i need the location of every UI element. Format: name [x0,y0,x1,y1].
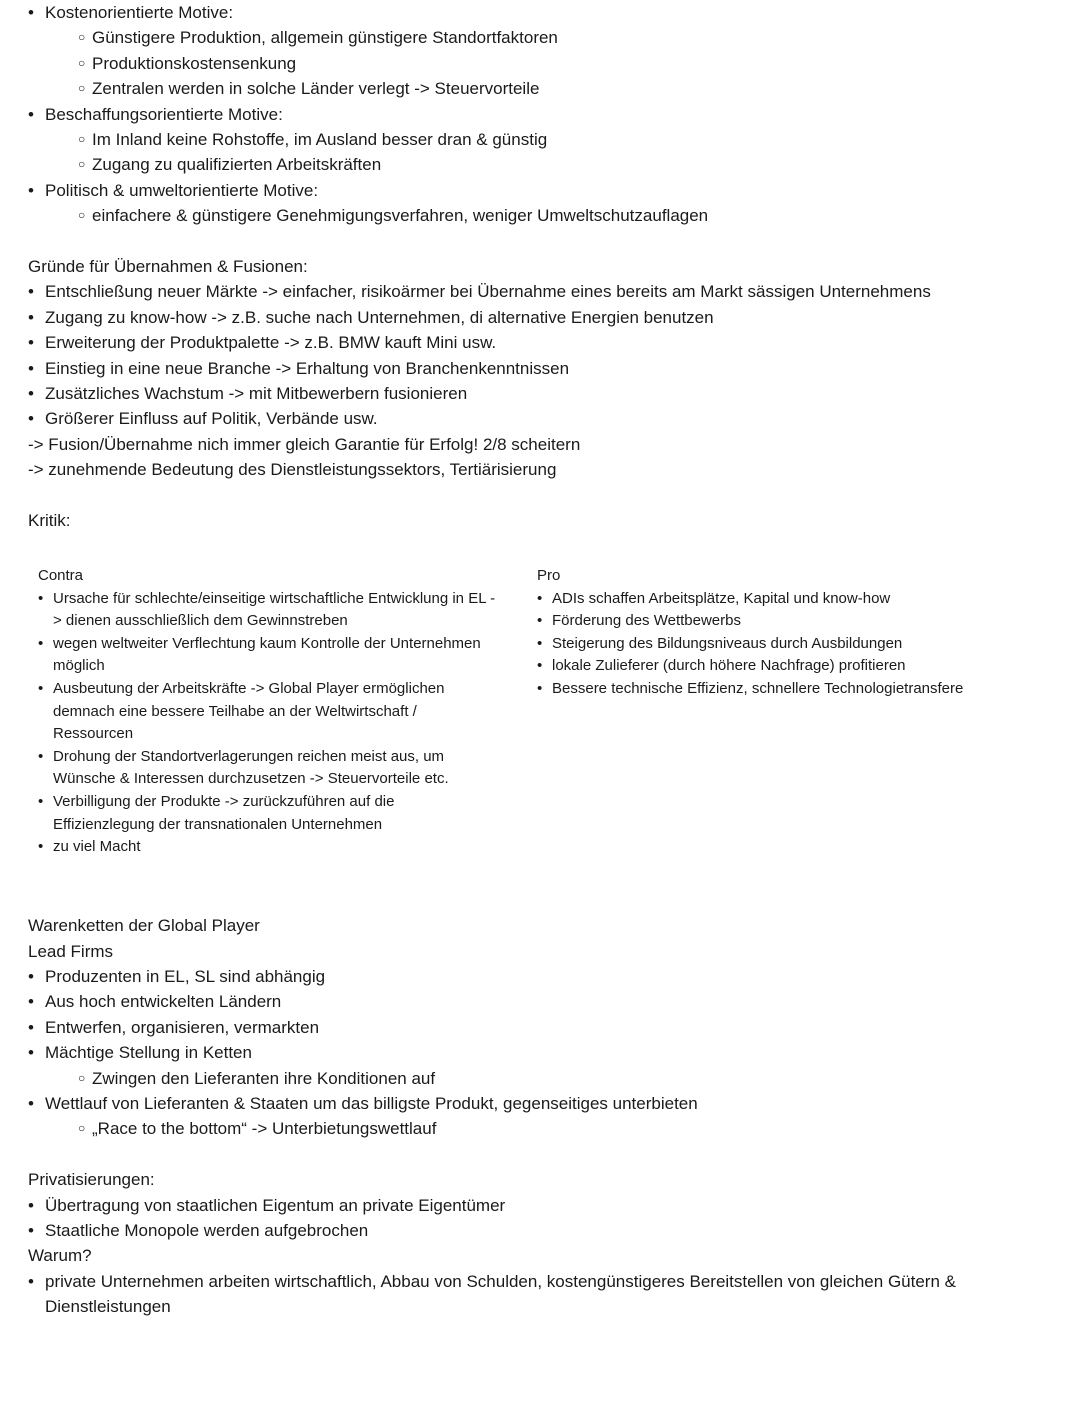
list-item: • Förderung des Wettbewerbs [537,610,1037,633]
sub-heading: Lead Firms [28,941,114,961]
list-item: • Beschaffungsorientierte Motive: [28,102,1058,127]
list-item: • Mächtige Stellung in Ketten [28,1040,1058,1065]
motives-list [28,0,1058,229]
column-title: Pro [537,567,561,585]
list-item: • lokale Zulieferer (durch höhere Nachfrage) profitieren [537,655,1037,678]
list-item: • Verbilligung der Produkte -> zurückzuführen auf die Effizienzlegung der transnationalen Unternehmen [38,791,498,836]
sub-list-item: ○ Produktionskostensenkung [28,51,1058,76]
warum-heading: Warum? [28,1246,92,1266]
warenketten-section [28,913,1058,1142]
list-item: • Bessere technische Effizienz, schnellere Technologietransfere [537,678,1037,701]
list-item: • Entschließung neuer Märkte -> einfacher, risikoärmer bei Übernahme eines bereits am Markt sässigen Unternehmens [28,279,1058,304]
document [28,0,1058,1320]
list-item: • Entwerfen, organisieren, vermarkten [28,1015,1058,1040]
list-item: • private Unternehmen arbeiten wirtschaftlich, Abbau von Schulden, kostengünstigeres Bereitstellen von gleichen Gütern & Dienstleistungen [28,1269,1005,1320]
list-item: • Übertragung von staatlichen Eigentum an private Eigentümer [28,1193,1058,1218]
list-item: • wegen weltweiter Verflechtung kaum Kontrolle der Unternehmen möglich [38,633,498,678]
section-heading: Privatisierungen: [28,1170,155,1190]
list-item: • Wettlauf von Lieferanten & Staaten um das billigste Produkt, gegenseitiges unterbieten [28,1091,1058,1116]
list-item: • Aus hoch entwickelten Ländern [28,989,1058,1014]
list-item: • zu viel Macht [38,836,498,859]
sub-list-item: ○ Zwingen den Lieferanten ihre Konditionen auf [28,1066,1058,1091]
sub-list-item: ○ Günstigere Produktion, allgemein günstigere Standortfaktoren [28,25,1058,50]
list-item: • Erweiterung der Produktpalette -> z.B. BMW kauft Mini usw. [28,330,1058,355]
list-item: • Einstieg in eine neue Branche -> Erhaltung von Branchenkenntnissen [28,356,1058,381]
note-line: -> zunehmende Bedeutung des Dienstleistungssektors, Tertiärisierung [28,460,557,480]
column-title: Contra [38,567,84,585]
list-item: • Kostenorientierte Motive: [28,0,1058,25]
list-item: • Zugang zu know-how -> z.B. suche nach Unternehmen, di alternative Energien benutzen [28,305,1058,330]
list-item: • Ursache für schlechte/einseitige wirtschaftliche Entwicklung in EL -> dienen ausschließlich dem Gewinnstreben [38,588,498,633]
kritik-section [28,508,1058,913]
list-item: • Ausbeutung der Arbeitskräfte -> Global Player ermöglichen demnach eine bessere Teilhabe an der Weltwirtschaft / Ressourcen [38,678,498,746]
list-item: • Steigerung des Bildungsniveaus durch Ausbildungen [537,633,1037,656]
list-item: • ADIs schaffen Arbeitsplätze, Kapital und know-how [537,588,1037,611]
section-heading: Warenketten der Global Player [28,916,260,936]
section-heading: Gründe für Übernahmen & Fusionen: [28,257,308,277]
list-item: • Größerer Einfluss auf Politik, Verbände usw. [28,406,1058,431]
contra-column [38,565,498,859]
note-line: -> Fusion/Übernahme nich immer gleich Garantie für Erfolg! 2/8 scheitern [28,434,581,454]
list-item: • Politisch & umweltorientierte Motive: [28,178,1058,203]
privatisierungen-section [28,1167,1058,1319]
sub-list-item: ○ Im Inland keine Rohstoffe, im Ausland besser dran & günstig [28,127,1058,152]
sub-list-item: ○ Zentralen werden in solche Länder verlegt -> Steuervorteile [28,76,1058,101]
list-item: • Zusätzliches Wachstum -> mit Mitbewerbern fusionieren [28,381,1058,406]
gruende-section [28,254,1058,483]
sub-list-item: ○ „Race to the bottom“ -> Unterbietungswettlauf [28,1116,1058,1141]
list-item: • Staatliche Monopole werden aufgebrochen [28,1218,1058,1243]
sub-list-item: ○ Zugang zu qualifizierten Arbeitskräften [28,152,1058,177]
list-item: • Produzenten in EL, SL sind abhängig [28,964,1058,989]
list-item: • Drohung der Standortverlagerungen reichen meist aus, um Wünsche & Interessen durchzusetzen -> Steuervorteile etc. [38,746,498,791]
sub-list-item: ○ einfachere & günstigere Genehmigungsverfahren, weniger Umweltschutzauflagen [28,203,1058,228]
section-heading: Kritik: [28,511,71,531]
pro-column [537,565,1037,701]
